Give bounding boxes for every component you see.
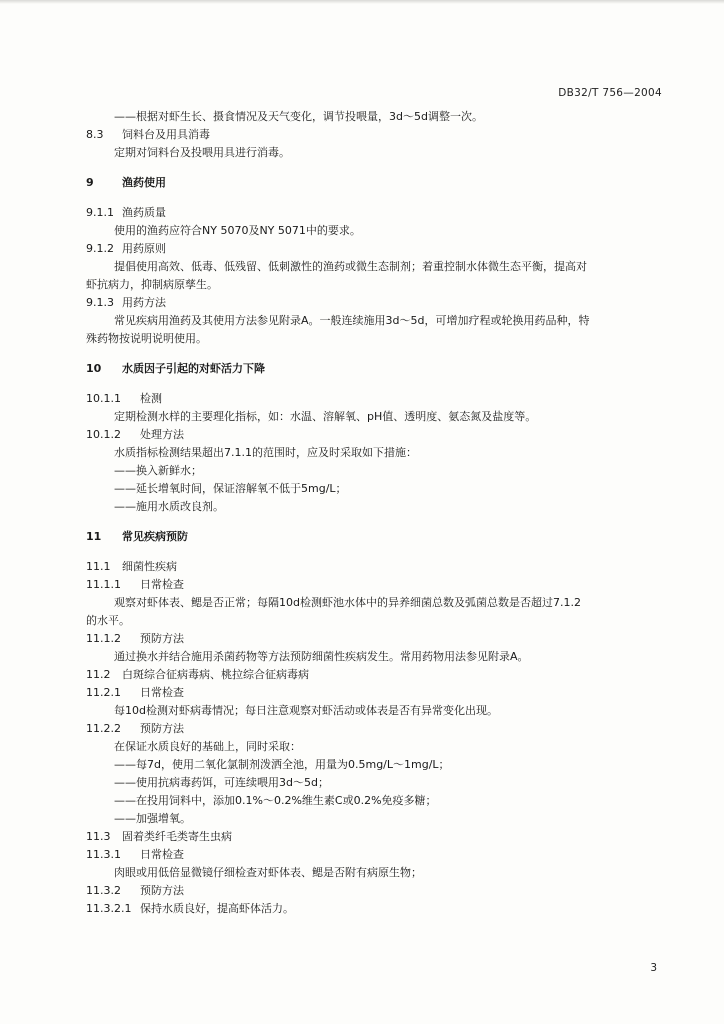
- subsection-heading: [86, 294, 666, 312]
- clause-number: 11.2: [86, 668, 111, 681]
- clause-number: 11.3.2: [86, 884, 121, 897]
- spacer: [86, 162, 666, 174]
- list-item: ——施用水质改良剂。: [114, 500, 224, 513]
- clause-title: 用药方法: [122, 296, 166, 309]
- clause-number: 11.3.2.1: [86, 902, 132, 915]
- clause-title: 饲料台及用具消毒: [122, 128, 210, 141]
- clause-number: 11.3: [86, 830, 111, 843]
- clause-number: 9.1.3: [86, 296, 114, 309]
- paragraph-line: 通过换水并结合施用杀菌药物等方法预防细菌性疾病发生。常用药物用法参见附录A。: [114, 650, 529, 663]
- subsection-heading: [86, 426, 666, 444]
- spacer: [86, 546, 666, 558]
- clause-number: 9.1.1: [86, 206, 114, 219]
- spacer: [86, 516, 666, 528]
- list-item: ——换入新鲜水；: [114, 464, 202, 477]
- paragraph-line: 在保证水质良好的基础上，同时采取：: [114, 740, 301, 753]
- section-heading: [86, 174, 666, 192]
- clause-number: 10.1.2: [86, 428, 121, 441]
- list-item: ——延长增氧时间，保证溶解氧不低于5mg/L；: [114, 482, 347, 495]
- paragraph-line: 每10d检测对虾病毒情况；每日注意观察对虾活动或体表是否有异常变化出现。: [114, 704, 498, 717]
- subsection-heading: [86, 684, 666, 702]
- clause-title: 渔药使用: [122, 176, 166, 189]
- clause-title: 常见疾病预防: [122, 530, 188, 543]
- clause-title: 白斑综合征病毒病、桃拉综合征病毒病: [122, 668, 309, 681]
- clause-title: 处理方法: [140, 428, 184, 441]
- clause-number: 11.1.2: [86, 632, 121, 645]
- subsection-heading: [86, 846, 666, 864]
- clause-title: 水质因子引起的对虾活力下降: [122, 362, 265, 375]
- clause-title: 日常检查: [140, 578, 184, 591]
- clause-title: 预防方法: [140, 722, 184, 735]
- document-body: [86, 108, 666, 918]
- clause-title: 检测: [140, 392, 162, 405]
- standard-code-header: DB32/T 756—2004: [558, 87, 662, 99]
- clause-title: 日常检查: [140, 848, 184, 861]
- subsection-heading: [86, 390, 666, 408]
- subsection-heading: [86, 126, 666, 144]
- section-heading: [86, 528, 666, 546]
- subsection-heading: [86, 558, 666, 576]
- clause-number: 10.1.1: [86, 392, 121, 405]
- spacer: [86, 378, 666, 390]
- paragraph-line: 定期检测水样的主要理化指标，如：水温、溶解氧、pH值、透明度、氨态氮及盐度等。: [114, 410, 537, 423]
- paragraph-line: 使用的渔药应符合NY 5070及NY 5071中的要求。: [114, 224, 361, 237]
- page-number: 3: [650, 962, 657, 974]
- spacer: [86, 192, 666, 204]
- paragraph-line: 提倡使用高效、低毒、低残留、低刺激性的渔药或微生态制剂；着重控制水体微生态平衡，提高对: [114, 260, 587, 273]
- spacer: [86, 348, 666, 360]
- subsection-heading: [86, 666, 666, 684]
- subsection-heading: [86, 630, 666, 648]
- clause-number: 11: [86, 530, 102, 543]
- list-item: ——根据对虾生长、摄食情况及天气变化，调节投喂量，3d～5d调整一次。: [114, 110, 483, 123]
- subsection-heading: [86, 204, 666, 222]
- paragraph-line: 水质指标检测结果超出7.1.1的范围时，应及时采取如下措施：: [114, 446, 417, 459]
- list-item: ——使用抗病毒药饵，可连续喂用3d～5d；: [114, 776, 329, 789]
- paragraph-line: 定期对饲料台及投喂用具进行消毒。: [114, 146, 290, 159]
- paragraph-line: 的水平。: [86, 614, 130, 627]
- subsection-heading: [86, 882, 666, 900]
- clause-number: 8.3: [86, 128, 104, 141]
- section-heading: [86, 360, 666, 378]
- clause-title: 用药原则: [122, 242, 166, 255]
- list-item: ——加强增氧。: [114, 812, 191, 825]
- subsection-heading: [86, 900, 666, 918]
- clause-title: 渔药质量: [122, 206, 166, 219]
- clause-number: 11.1.1: [86, 578, 121, 591]
- clause-title: 固着类纤毛类寄生虫病: [122, 830, 232, 843]
- subsection-heading: [86, 720, 666, 738]
- clause-title: 日常检查: [140, 686, 184, 699]
- paragraph-line: 殊药物按说明说明使用。: [86, 332, 207, 345]
- clause-title: 保持水质良好，提高虾体活力。: [140, 902, 294, 915]
- clause-number: 9.1.2: [86, 242, 114, 255]
- scan-top-edge: [0, 0, 724, 4]
- list-item: ——在投用饲料中，添加0.1%～0.2%维生素C或0.2%免疫多糖；: [114, 794, 437, 807]
- paragraph-line: 观察对虾体表、鳃是否正常；每隔10d检测虾池水体中的异养细菌总数及弧菌总数是否超过7.1.2: [114, 596, 581, 609]
- paragraph-line: 虾抗病力，抑制病原孳生。: [86, 278, 218, 291]
- clause-number: 11.3.1: [86, 848, 121, 861]
- clause-number: 9: [86, 176, 94, 189]
- clause-title: 预防方法: [140, 632, 184, 645]
- clause-number: 11.2.2: [86, 722, 121, 735]
- subsection-heading: [86, 576, 666, 594]
- list-item: ——每7d，使用二氧化氯制剂泼洒全池，用量为0.5mg/L～1mg/L；: [114, 758, 450, 771]
- clause-title: 细菌性疾病: [122, 560, 177, 573]
- clause-title: 预防方法: [140, 884, 184, 897]
- clause-number: 11.2.1: [86, 686, 121, 699]
- clause-number: 11.1: [86, 560, 111, 573]
- clause-number: 10: [86, 362, 102, 375]
- paragraph-line: 常见疾病用渔药及其使用方法参见附录A。一般连续施用3d～5d，可增加疗程或轮换用药品种，特: [114, 314, 590, 327]
- subsection-heading: [86, 240, 666, 258]
- paragraph-line: 肉眼或用低倍显微镜仔细检查对虾体表、鳃是否附有病原生物；: [114, 866, 422, 879]
- subsection-heading: [86, 828, 666, 846]
